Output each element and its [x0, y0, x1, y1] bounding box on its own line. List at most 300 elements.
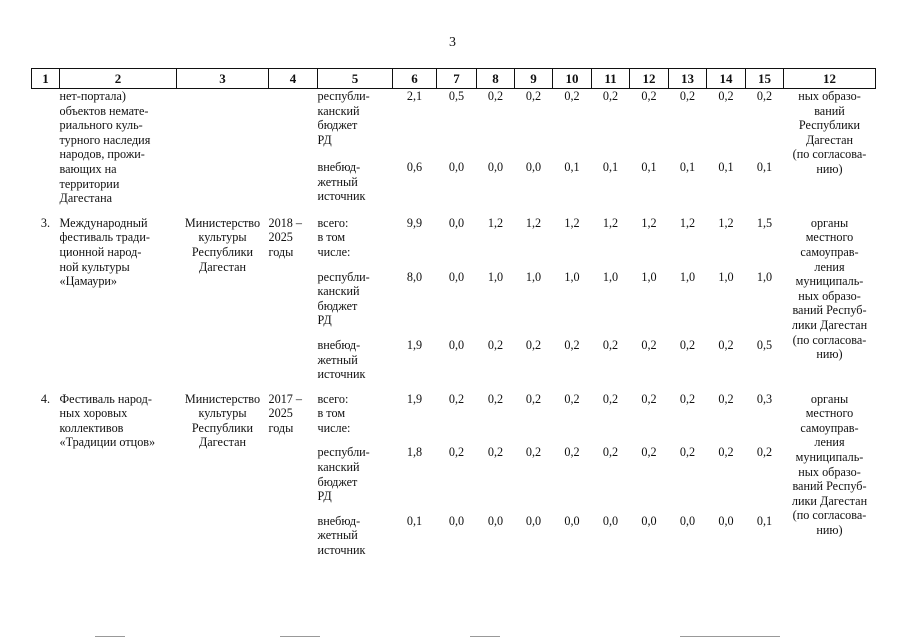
value-cell: 0,2: [641, 391, 657, 406]
spacer-cell: [318, 435, 393, 445]
executor: [177, 89, 269, 206]
value-cell: 0,2: [564, 337, 580, 352]
row-number: 3.: [40, 215, 51, 230]
header-cell: 12: [784, 69, 876, 89]
co-executor: [784, 392, 876, 558]
value-cell: 0,2: [602, 445, 619, 460]
funding-source-line: в том: [317, 230, 346, 245]
event-name-line: коллективов: [59, 420, 124, 435]
co-executor-line: ления: [814, 259, 845, 274]
spacer-cell: [477, 206, 515, 216]
funding-source-line: жетный: [317, 528, 358, 543]
spacer-cell: [393, 504, 437, 514]
value-cell: 0,2: [525, 89, 542, 103]
co-executor-line: ваний Респуб-: [792, 479, 867, 494]
spacer-cell: [515, 504, 553, 514]
period-line: 2025: [268, 230, 293, 245]
table-row: [32, 216, 876, 260]
header-cell: 13: [669, 69, 707, 89]
spacer-cell: [669, 435, 707, 445]
spacer-cell: [318, 206, 393, 216]
spacer-cell: [437, 260, 477, 270]
spacer-cell: [707, 328, 746, 338]
funding-source-line: канский: [317, 103, 360, 118]
value-cell: 1,5: [756, 215, 773, 230]
funding-source-line: РД: [317, 489, 332, 504]
value-cell: 1,2: [641, 215, 657, 230]
value-cell: 0,2: [564, 89, 580, 103]
funding-source-line: республи-: [317, 269, 370, 284]
value-cell: 0,2: [525, 337, 542, 352]
value-cell: 1,8: [406, 445, 423, 460]
funding-source-line: бюджет: [317, 118, 358, 133]
co-executor: [784, 89, 876, 206]
co-executor-line: (по согласова-: [792, 508, 867, 523]
co-executor-line: самоуправ-: [800, 420, 859, 435]
value-cell: 1,2: [525, 215, 542, 230]
value-cell: 0,0: [679, 513, 696, 528]
event-name-line: нет-портала): [59, 89, 126, 103]
value-cell: 0,2: [718, 391, 734, 406]
event-name-line: вающих на: [59, 161, 117, 176]
value-cell: 0,0: [448, 215, 465, 230]
spacer-cell: [669, 382, 707, 392]
co-executor-line: местного: [805, 230, 854, 245]
executor-line: Министерство: [184, 215, 261, 230]
co-executor-line: органы: [810, 391, 849, 406]
value-cell: 0,2: [564, 445, 580, 460]
event-name-line: объектов немате-: [59, 103, 149, 118]
header-cell: 2: [60, 69, 177, 89]
spacer-cell: [707, 260, 746, 270]
funding-source-line: бюджет: [317, 298, 358, 313]
spacer-cell: [318, 504, 393, 514]
funding-source-line: канский: [317, 460, 360, 475]
event-name-line: ционной народ-: [59, 244, 142, 259]
spacer-cell: [393, 328, 437, 338]
funding-source-line: бюджет: [317, 474, 358, 489]
spacer-cell: [318, 260, 393, 270]
spacer-cell: [318, 382, 393, 392]
value-cell: 0,2: [756, 445, 773, 460]
spacer-cell: [318, 328, 393, 338]
period: [269, 89, 318, 206]
event-name: [60, 89, 177, 206]
funding-source: [318, 270, 393, 328]
value-cell: 1,0: [679, 269, 696, 284]
value-cell: 1,9: [406, 337, 423, 352]
event-name-line: фестиваль тради-: [59, 230, 150, 245]
spacer-cell: [669, 260, 707, 270]
header-row: [32, 69, 876, 89]
value-cell: 0,1: [406, 513, 423, 528]
funding-source-line: в том: [317, 406, 346, 421]
value-cell: 0,2: [679, 391, 696, 406]
executor: [177, 392, 269, 558]
value-cell: 0,1: [679, 160, 696, 174]
spacer-cell: [746, 260, 784, 270]
co-executor-line: (по согласова-: [792, 147, 867, 162]
spacer-cell: [784, 382, 876, 392]
value-cell: 0,0: [487, 513, 504, 528]
spacer-cell: [177, 382, 269, 392]
spacer-cell: [746, 206, 784, 216]
table-row: [32, 89, 876, 151]
executor-line: культуры: [198, 230, 247, 245]
spacer-cell: [437, 150, 477, 160]
value-cell: 1,2: [487, 215, 504, 230]
executor: [177, 216, 269, 382]
spacer-cell: [477, 150, 515, 160]
period-line: 2018 –: [268, 215, 303, 230]
co-executor-line: (по согласова-: [792, 332, 867, 347]
co-executor-line: нию): [816, 161, 843, 176]
spacer-cell: [515, 260, 553, 270]
co-executor-line: ных образо-: [798, 288, 861, 303]
event-name-line: Дагестана: [59, 191, 112, 206]
spacer-cell: [60, 206, 177, 216]
value-cell: 0,2: [487, 445, 504, 460]
spacer-cell: [318, 150, 393, 160]
spacer-cell: [707, 206, 746, 216]
value-cell: 0,2: [602, 391, 619, 406]
event-name-line: территории: [59, 176, 120, 191]
spacer-cell: [515, 328, 553, 338]
funding-source: [318, 89, 393, 151]
event-name-line: ной культуры: [59, 259, 130, 274]
event-name-line: ных хоровых: [59, 406, 128, 421]
value-cell: 0,2: [525, 445, 542, 460]
funding-source: [318, 160, 393, 206]
spacer-cell: [477, 435, 515, 445]
spacer-cell: [437, 328, 477, 338]
value-cell: 0,2: [564, 391, 580, 406]
value-cell: 0,5: [448, 89, 465, 103]
spacer-cell: [707, 435, 746, 445]
value-cell: 1,0: [756, 269, 773, 284]
spacer-cell: [630, 382, 669, 392]
co-executor-line: ваний: [814, 103, 845, 118]
spacer-cell: [437, 382, 477, 392]
funding-source-line: республи-: [317, 445, 370, 460]
spacer-cell: [553, 206, 592, 216]
value-cell: 0,3: [756, 391, 773, 406]
executor-line: Министерство: [184, 391, 261, 406]
table-body: [32, 89, 876, 558]
value-cell: 0,1: [602, 160, 619, 174]
co-executor-line: ных образо-: [798, 89, 861, 103]
spacer-cell: [669, 206, 707, 216]
period-line: годы: [268, 244, 294, 259]
co-executor-line: Дагестан: [805, 132, 854, 147]
value-cell: 1,0: [602, 269, 619, 284]
spacer-cell: [784, 206, 876, 216]
executor-line: культуры: [198, 406, 247, 421]
value-cell: 2,1: [406, 89, 423, 103]
value-cell: 1,2: [679, 215, 696, 230]
co-executor-line: нию): [816, 523, 843, 538]
co-executor-line: местного: [805, 406, 854, 421]
co-executor-line: ных образо-: [798, 464, 861, 479]
value-cell: 0,2: [679, 337, 696, 352]
funding-source: [318, 338, 393, 382]
spacer-cell: [437, 504, 477, 514]
value-cell: 0,2: [641, 337, 657, 352]
value-cell: 0,0: [525, 160, 542, 174]
event-name-line: турного наследия: [59, 132, 151, 147]
value-cell: 0,2: [487, 391, 504, 406]
value-cell: 1,2: [564, 215, 580, 230]
header-cell: 1: [32, 69, 60, 89]
value-cell: 0,2: [718, 445, 734, 460]
header-cell: 14: [707, 69, 746, 89]
header-cell: 3: [177, 69, 269, 89]
spacer-cell: [746, 382, 784, 392]
value-cell: 0,1: [641, 160, 657, 174]
value-cell: 1,0: [487, 269, 504, 284]
value-cell: 0,0: [718, 513, 734, 528]
funding-source-line: всего:: [317, 391, 349, 406]
funding-source: [318, 216, 393, 260]
funding-source-line: внебюд-: [317, 337, 361, 352]
event-name-line: Фестиваль народ-: [59, 391, 152, 406]
spacer-cell: [437, 435, 477, 445]
co-executor-line: самоуправ-: [800, 244, 859, 259]
value-cell: 0,1: [756, 160, 773, 174]
funding-source-line: внебюд-: [317, 513, 361, 528]
value-cell: 1,0: [525, 269, 542, 284]
row-number: [32, 89, 60, 206]
co-executor: [784, 216, 876, 382]
spacer-cell: [393, 150, 437, 160]
spacer-cell: [515, 206, 553, 216]
value-cell: 0,2: [525, 391, 542, 406]
spacer-cell: [553, 435, 592, 445]
value-cell: 0,2: [718, 337, 734, 352]
header-cell: 9: [515, 69, 553, 89]
spacer-cell: [669, 150, 707, 160]
spacer-cell: [553, 150, 592, 160]
value-cell: 1,0: [718, 269, 734, 284]
value-cell: 0,2: [487, 89, 504, 103]
funding-source-line: числе:: [317, 420, 351, 435]
value-cell: 8,0: [406, 269, 423, 284]
value-cell: 0,2: [448, 391, 465, 406]
spacer-cell: [707, 382, 746, 392]
funding-source-line: источник: [317, 543, 366, 558]
funding-source-line: республи-: [317, 89, 370, 103]
spacer-cell: [477, 328, 515, 338]
header-cell: 15: [746, 69, 784, 89]
spacer-cell: [592, 382, 630, 392]
value-cell: 0,2: [718, 89, 734, 103]
spacer-cell: [177, 206, 269, 216]
spacer-cell: [393, 382, 437, 392]
spacer-cell: [746, 504, 784, 514]
spacer-row: [32, 382, 876, 392]
value-cell: 0,2: [756, 89, 773, 103]
spacer-cell: [477, 260, 515, 270]
value-cell: 0,2: [602, 89, 619, 103]
funding-source-line: внебюд-: [317, 160, 361, 174]
event-name-line: народов, прожи-: [59, 147, 145, 162]
co-executor-line: ваний Респуб-: [792, 303, 867, 318]
spacer-cell: [707, 150, 746, 160]
co-executor-line: муниципаль-: [795, 274, 864, 289]
funding-source-line: источник: [317, 367, 366, 382]
event-name: [60, 392, 177, 558]
funding-source-line: РД: [317, 313, 332, 328]
scan-edge-line: [680, 636, 780, 637]
funding-source-line: всего:: [317, 215, 349, 230]
co-executor-line: ления: [814, 435, 845, 450]
spacer-cell: [707, 504, 746, 514]
spacer-cell: [269, 206, 318, 216]
value-cell: 0,0: [448, 269, 465, 284]
value-cell: 0,0: [564, 513, 580, 528]
spacer-cell: [630, 328, 669, 338]
spacer-cell: [553, 504, 592, 514]
value-cell: 1,0: [641, 269, 657, 284]
value-cell: 0,0: [525, 513, 542, 528]
co-executor-line: лики Дагестан: [791, 317, 868, 332]
value-cell: 0,2: [448, 445, 465, 460]
value-cell: 0,0: [448, 337, 465, 352]
spacer-cell: [553, 382, 592, 392]
header-cell: 11: [592, 69, 630, 89]
scan-edge-line: [470, 636, 500, 637]
value-cell: 0,2: [641, 445, 657, 460]
spacer-cell: [553, 328, 592, 338]
executor-line: Республики: [191, 244, 254, 259]
co-executor-line: нию): [816, 347, 843, 362]
scan-edge-line: [280, 636, 320, 637]
funding-source-line: числе:: [317, 244, 351, 259]
scan-edge-line: [95, 636, 125, 637]
funding-source-line: жетный: [317, 174, 358, 189]
value-cell: 0,0: [448, 513, 465, 528]
funding-source: [318, 392, 393, 436]
spacer-cell: [592, 504, 630, 514]
spacer-cell: [437, 206, 477, 216]
value-cell: 0,1: [756, 513, 773, 528]
spacer-cell: [592, 328, 630, 338]
header-cell: 6: [393, 69, 437, 89]
value-cell: 1,2: [602, 215, 619, 230]
value-cell: 0,2: [487, 337, 504, 352]
header-cell: 8: [477, 69, 515, 89]
value-cell: 0,2: [641, 89, 657, 103]
period: [269, 392, 318, 558]
value-cell: 0,5: [756, 337, 773, 352]
spacer-cell: [393, 260, 437, 270]
spacer-cell: [60, 382, 177, 392]
value-cell: 0,0: [487, 160, 504, 174]
executor-line: Дагестан: [198, 259, 247, 274]
value-cell: 0,1: [564, 160, 580, 174]
funding-source-line: источник: [317, 189, 366, 204]
funding-source-line: жетный: [317, 352, 358, 367]
value-cell: 0,2: [602, 337, 619, 352]
co-executor-line: лики Дагестан: [791, 493, 868, 508]
value-cell: 0,6: [406, 160, 423, 174]
value-cell: 1,2: [718, 215, 734, 230]
header-cell: 12: [630, 69, 669, 89]
page-number: 3: [449, 35, 456, 50]
spacer-cell: [630, 150, 669, 160]
spacer-cell: [553, 260, 592, 270]
spacer-cell: [393, 206, 437, 216]
spacer-cell: [32, 206, 60, 216]
value-cell: 0,0: [602, 513, 619, 528]
spacer-cell: [630, 206, 669, 216]
header-cell: 4: [269, 69, 318, 89]
row-number: 4.: [40, 391, 51, 406]
spacer-cell: [630, 435, 669, 445]
value-cell: 0,0: [448, 160, 465, 174]
event-name-line: Международный: [59, 215, 148, 230]
spacer-cell: [592, 150, 630, 160]
spacer-cell: [592, 206, 630, 216]
spacer-cell: [515, 435, 553, 445]
spacer-cell: [269, 382, 318, 392]
spacer-cell: [746, 328, 784, 338]
event-name-line: «Традиции отцов»: [59, 435, 156, 450]
spacer-cell: [630, 260, 669, 270]
header-cell: 10: [553, 69, 592, 89]
period: [269, 216, 318, 382]
spacer-row: [32, 206, 876, 216]
value-cell: 1,9: [406, 391, 423, 406]
spacer-cell: [477, 504, 515, 514]
header-cell: 5: [318, 69, 393, 89]
value-cell: 0,2: [679, 89, 696, 103]
period-line: годы: [268, 420, 294, 435]
program-table: [31, 68, 876, 558]
value-cell: 9,9: [406, 215, 423, 230]
value-cell: 0,0: [641, 513, 657, 528]
spacer-cell: [393, 435, 437, 445]
funding-source: [318, 514, 393, 558]
spacer-cell: [669, 328, 707, 338]
funding-source-line: РД: [317, 132, 332, 147]
spacer-cell: [630, 504, 669, 514]
executor-line: Дагестан: [198, 435, 247, 450]
funding-source: [318, 445, 393, 503]
spacer-cell: [746, 435, 784, 445]
spacer-cell: [477, 382, 515, 392]
value-cell: 1,0: [564, 269, 580, 284]
co-executor-line: Республики: [798, 118, 861, 133]
co-executor-line: органы: [810, 215, 849, 230]
period-line: 2025: [268, 406, 293, 421]
spacer-cell: [669, 504, 707, 514]
event-name-line: «Цамаури»: [59, 274, 118, 289]
spacer-cell: [32, 382, 60, 392]
spacer-cell: [515, 150, 553, 160]
funding-source-line: канский: [317, 284, 360, 299]
executor-line: Республики: [191, 420, 254, 435]
value-cell: 0,2: [679, 445, 696, 460]
co-executor-line: муниципаль-: [795, 450, 864, 465]
event-name-line: риального куль-: [59, 118, 143, 133]
header-cell: 7: [437, 69, 477, 89]
value-cell: 0,1: [718, 160, 734, 174]
table-row: [32, 392, 876, 436]
spacer-cell: [592, 260, 630, 270]
spacer-cell: [746, 150, 784, 160]
event-name: [60, 216, 177, 382]
